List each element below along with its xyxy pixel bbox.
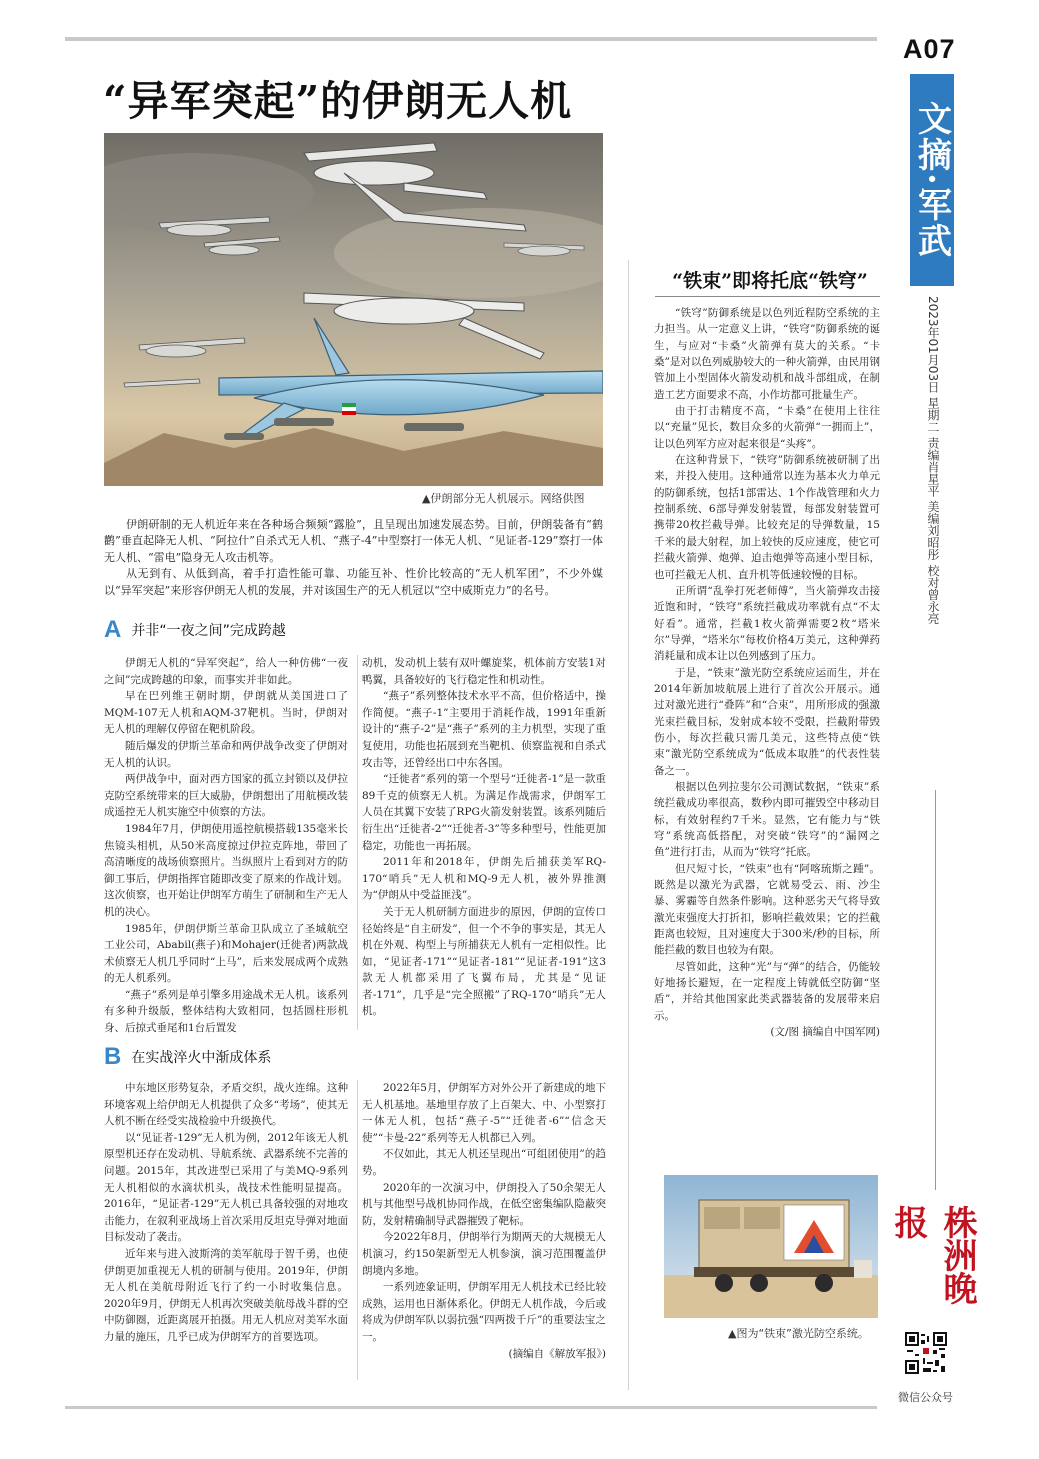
iron-beam-photo: [664, 1175, 878, 1318]
article-source: (摘编自《解放军报》): [508, 1347, 606, 1360]
sidebar-divider: [628, 260, 629, 1390]
section-a-letter: A: [104, 616, 122, 643]
body-paragraph: “燕子”系列是单引擎多用途战术无人机。该系列有多种升级版，整体结构大致相同，包括圆柱形机身、后掠式垂尾和1台后置发: [104, 988, 348, 1035]
body-paragraph: 今2022年8月，伊朗举行为期两天的大规模无人机演习，约150架新型无人机参演，演习范围覆盖伊朗境内多地。: [362, 1231, 606, 1277]
wechat-label: 微信公众号: [898, 1391, 953, 1404]
section-b-title: 在实战淬火中渐成体系: [131, 1050, 272, 1066]
body-paragraph: 于是，“铁束”激光防空系统应运而生，并在2014年新加坡航展上进行了首次公开展示。通过对激光进行“叠阵”和“合束”，用所形成的强激光束拦截目标，发射成本较不受限，拦截附带毁伤小，每次拦截只需几美元，这些特点使“铁束”激光防空系统成为“低成本取胜”的代表性装备之一。: [654, 666, 880, 777]
body-paragraph: 1985年，伊朗伊斯兰革命卫队成立了圣城航空工业公司，Ababil(燕子)和Mohajer(迁徙者)两款战术侦察无人机几乎同时“上马”，后来发展成两个成熟的无人机系列。: [104, 922, 348, 985]
section-a-column-2: [362, 655, 606, 1020]
date-editor-line: 2023年01月03日 星期二 责编肖星平 美编刘昭彤 校对曾永亮: [926, 296, 940, 625]
body-paragraph: 由于打击精度不高，“卡桑”在使用上往往以“充量”见长，数目众多的火箭弹“一拥而上”，让以色列军方应对起来很是“头疼”。: [654, 405, 880, 450]
article-intro: [104, 517, 603, 599]
body-paragraph: 不仅如此，其无人机还呈现出“可组团使用”的趋势。: [362, 1148, 606, 1177]
section-b-column-1: [104, 1080, 348, 1346]
body-paragraph: 2011年和2018年，伊朗先后捕获美军RQ-170“哨兵”无人机和MQ-9无人机，被外界推测为“伊朗从中受益匪浅”。: [362, 856, 606, 902]
column-divider: [357, 1080, 358, 1380]
hero-drone-image: [104, 133, 603, 486]
top-rule: [65, 37, 877, 41]
body-paragraph: 尽管如此，这种“光”与“弹”的结合，仍能较好地扬长避短，在一定程度上铸就低空防御“坚盾”，并给其他国家此类武器装备的发展带来启示。: [654, 960, 880, 1022]
section-a-column-1: [104, 655, 348, 1037]
body-paragraph: 2022年5月，伊朗军方对外公开了新建成的地下无人机基地。基地里存放了上百架大、中、小型察打一体无人机，包括“燕子-5”“迁徙者-6”“信念天使”“卡曼-22”系列等无人机都已入列。: [362, 1082, 606, 1144]
sidebar-rule: [935, 790, 936, 1190]
body-paragraph: 伊朗无人机的“异军突起”，给人一种仿佛“一夜之间”完成跨越的印象，而事实并非如此。: [104, 657, 348, 686]
body-paragraph: 2020年的一次演习中，伊朗投入了50余架无人机与其他型号战机协同作战，在低空密集编队隐蔽突防，发射精确制导武器摧毁了靶标。: [362, 1181, 606, 1227]
page-number: A07: [903, 34, 956, 64]
bottom-rule: [65, 1406, 877, 1409]
body-paragraph: 随后爆发的伊斯兰革命和两伊战争改变了伊朗对无人机的认识。: [104, 739, 348, 769]
column-divider: [357, 655, 358, 1030]
body-paragraph: 动机，发动机上装有双叶螺旋桨，机体前方安装1对鸭翼，具备较好的飞行稳定性和机动性。: [362, 657, 606, 686]
section-a-heading: [104, 618, 286, 642]
body-paragraph: “燕子”系列整体技术水平不高，但价格适中，操作简便。“燕子-1”主要用于消耗作战，1991年重新设计的“燕子-2”是“燕子”系列的主力机型，实现了重复使用，功能也拓展到充当靶机、侦察监视和自杀式攻击等，还曾经出口中东各国。: [362, 690, 606, 769]
iron-beam-caption: ▲图为“铁束”激光防空系统。: [728, 1327, 869, 1340]
body-paragraph: 以“见证者-129”无人机为例，2012年该无人机原型机还存在发动机、导航系统、武器系统不完善的问题。2015年，其改进型已采用了与美MQ-9系列无人机相似的水滴状机头，战技术性能明显提高。2016年，“见证者-129”无人机已具备较强的对地攻击能力，在叙利亚战场上首次采用反坦克导弹对地面目标发动了袭击。: [104, 1131, 348, 1244]
body-paragraph: 在这种背景下，“铁穹”防御系统被研制了出来，并投入使用。这种通常以连为基本火力单元的防御系统，包括1部雷达、1个作战管理和火力控制系统、6部导弹发射装置，每部发射装置可携带20枚拦截导弹。比较充足的导弹数量，15千米的最大射程，加上较快的反应速度，使它可拦截火箭弹、炮弹、迫击炮弹等高速小型目标，也可拦截无人机、直升机等低速较慢的目标。: [654, 454, 880, 581]
section-b-column-2: [362, 1080, 606, 1362]
body-paragraph: 关于无人机研制方面进步的原因，伊朗的宣传口径始终是“自主研发”，但一个不争的事实是，其无人机在外观、构型上与所捕获无人机有一定相似性。比如，“见证者-171”“见证者-181”“见证者-191”这3款无人机都采用了飞翼布局，尤其是“见证者-171”，几乎是“完全照搬”了RQ-170“哨兵”无人机。: [362, 905, 606, 1018]
body-paragraph: “铁穹”防御系统是以色列近程防空系统的主力担当。从一定意义上讲，“铁穹”防御系统的诞生，与应对“卡桑”火箭弹有莫大的关系。“卡桑”是对以色列威胁较大的一种火箭弹，由民用钢管加上小型固体火箭发动机和战斗部组成，在制造工艺方面要求不高，小作坊都可批量生产。: [654, 307, 880, 401]
qr-code-icon[interactable]: [905, 1332, 947, 1374]
body-paragraph: 正所谓“乱拳打死老师傅”，当火箭弹攻击接近饱和时，“铁穹”系统拦截成功率就有点“不太好看”。通常，拦截1枚火箭弹需要2枚“塔米尔”导弹，“塔米尔”每枚价格4万美元，这种弹药消耗量和成本让以色列感到了压力。: [654, 584, 880, 663]
body-paragraph: 根据以色列拉斐尔公司测试数据，“铁束”系统拦截成功率很高，数秒内即可摧毁空中移动目标，有效射程约7千米。显然，它有能力与“铁穹”系统高低搭配，对突破“铁穹”的“漏网之鱼”进行打击，从而为“铁穹”托底。: [654, 780, 880, 859]
hero-caption: ▲伊朗部分无人机展示。网络供图: [422, 492, 585, 505]
body-paragraph: 一系列迹象证明，伊朗军用无人机技术已经比较成熟，运用也日渐体系化。伊朗无人机作战，今后或将成为伊朗军队以弱抗强“四两拨千斤”的重要法宝之一。: [362, 1281, 606, 1343]
sidebar-source: (文/图 摘编自中国军网): [770, 1026, 880, 1039]
body-paragraph: 早在巴列维王朝时期，伊朗就从美国进口了MQM-107无人机和AQM-37靶机。当时，伊朗对无人机的理解仅停留在靶机阶段。: [104, 690, 348, 736]
intro-paragraph: 从无到有、从低到高，着手打造性能可靠、功能互补、性价比较高的“无人机军团”，不少外媒以“异军突起”来形容伊朗无人机的发展，并对该国生产的无人机冠以“空中威斯克力”的名号。: [104, 567, 603, 597]
sidebar-headline-rule: [655, 296, 880, 297]
section-b-letter: B: [104, 1043, 122, 1070]
section-b-heading: [104, 1045, 271, 1069]
sidebar-headline: “铁束”即将托底“铁穹”: [672, 270, 868, 292]
body-paragraph: 近年来与进入波斯湾的美军航母于智千勇，也使伊朗更加重视无人机的研制与使用。2019年，伊朗无人机在美航母附近飞行了约一小时收集信息。2020年9月，伊朗无人机再次突破美航母战斗群的空中防御圈，近距离展开拍摄。用无人机应对美军水面力量的施压，几乎已成为伊朗军方的首要选项。: [104, 1247, 348, 1343]
section-tab: 文摘·军武: [910, 74, 954, 286]
paper-logo: 株洲晚报: [888, 1205, 977, 1304]
body-paragraph: 中东地区形势复杂，矛盾交织，战火连绵。这种环境客观上给伊朗无人机提供了众多“考场”，使其无人机不断在经受实战检验中升级换代。: [104, 1082, 348, 1128]
article-headline: “异军突起”的伊朗无人机: [103, 77, 573, 125]
body-paragraph: 但尺短寸长，“铁束”也有“阿喀琉斯之踵”。既然是以激光为武器，它就易受云、雨、沙尘暴、雾霾等自然条件影响。这种恶劣天气将导致激光束强度大打折扣，影响拦截效果；它的拦截距离也较短，且对速度大于300米/秒的目标，所能拦截的数目也较为有限。: [654, 862, 880, 957]
section-a-title: 并非“一夜之间”完成跨越: [131, 623, 286, 639]
intro-paragraph: 伊朗研制的无人机近年来在各种场合频频“露脸”，且呈现出加速发展态势。目前，伊朗装备有“鹤鹳”垂直起降无人机、“阿拉什”自杀式无人机、“燕子-4”中型察打一体无人机、“见证者-129”察打一体无人机、“雷电”隐身无人攻击机等。: [104, 518, 603, 564]
body-paragraph: 1984年7月，伊朗使用遥控航模搭载135毫米长焦镜头相机，从50米高度掠过伊拉克阵地，带回了高清晰度的战场侦察照片。当纵照片上看到对方的防御工事后，伊朗指挥官随即改变了原来的作战计划。这次侦察，也开始让伊朗军方萌生了研制和生产无人机的决心。: [104, 822, 348, 918]
body-paragraph: “迁徙者”系列的第一个型号“迁徙者-1”是一款重89千克的侦察无人机。为满足作战需求，伊朗军工人员在其翼下安装了RPG火箭发射装置。该系列随后衍生出“迁徙者-2”“迁徙者-3”等多种型号，性能更加稳定，功能也一再拓展。: [362, 773, 606, 852]
body-paragraph: 两伊战争中，面对西方国家的孤立封锁以及伊拉克防空系统带来的巨大威胁，伊朗想出了用航模改装成遥控无人机实施空中侦察的方法。: [104, 773, 348, 819]
sidebar-body: [654, 305, 880, 1040]
